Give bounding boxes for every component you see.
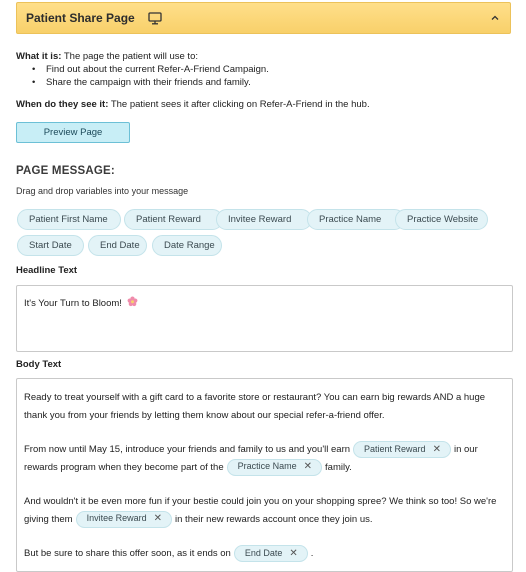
variable-chip-practice-name[interactable]: Practice Name	[307, 209, 405, 230]
variable-chip-start-date[interactable]: Start Date	[17, 235, 84, 256]
page-message-title: PAGE MESSAGE:	[16, 165, 115, 177]
headline-text-field[interactable]	[16, 285, 513, 352]
close-icon[interactable]: ✕	[153, 513, 163, 525]
variable-chip-end-date[interactable]: End Date	[88, 235, 147, 256]
close-icon[interactable]: ✕	[289, 547, 298, 559]
body-label: Body Text	[16, 359, 62, 370]
when-do-they-see-it	[16, 99, 370, 110]
flower-icon	[127, 296, 138, 307]
tag-label: Patient Reward	[364, 443, 426, 454]
body-text: And wouldn't it be even more fun if your bestie could join you on your shopping spree? We think so too! So we're giving them	[24, 496, 497, 525]
body-text: .	[310, 548, 314, 560]
body-paragraph	[24, 493, 505, 528]
variable-chip-date-range[interactable]: Date Range	[152, 235, 222, 256]
tag-label: Practice Name	[237, 461, 297, 472]
preview-page-button[interactable]: Preview Page	[16, 122, 130, 143]
body-text: in their new rewards account once they join us.	[175, 513, 373, 525]
body-text: From now until May 15, introduce your friends and family to us and you'll earn	[24, 444, 351, 456]
body-paragraph	[24, 441, 505, 476]
page-message-subtitle: Drag and drop variables into your message	[16, 186, 189, 196]
what-it-is	[16, 51, 198, 62]
body-text: family.	[325, 461, 352, 473]
inserted-variable-tag[interactable]	[234, 545, 308, 562]
body-paragraph	[24, 545, 505, 563]
header-title: Patient Share Page	[26, 11, 135, 25]
variable-chip-patient-first-name[interactable]: Patient First Name	[17, 209, 121, 230]
list-item: • Share the campaign with their friends and family.	[32, 76, 269, 89]
headline-label: Headline Text	[16, 265, 78, 276]
close-icon[interactable]: ✕	[432, 443, 441, 455]
variable-chip-patient-reward[interactable]: Patient Reward	[124, 209, 223, 230]
inserted-variable-tag[interactable]	[76, 511, 172, 528]
inserted-variable-tag[interactable]	[353, 441, 451, 458]
monitor-icon	[148, 12, 162, 25]
purpose-list	[32, 63, 269, 89]
tag-label: Invitee Reward	[86, 513, 147, 524]
headline-value: It's Your Turn to Bloom!	[24, 298, 125, 309]
list-item: • Find out about the current Refer-A-Friend Campaign.	[32, 63, 269, 76]
close-icon[interactable]: ✕	[303, 461, 313, 473]
patient-share-page-header[interactable]	[16, 2, 511, 34]
inserted-variable-tag[interactable]	[227, 459, 322, 476]
body-text: in our rewards program when they become part of the	[24, 444, 478, 473]
body-paragraph: Ready to treat yourself with a gift card to a favorite store or restaurant? You can earn big rewards AND a huge thank you from your friends by letting them know about our special refer-a-friend offer.	[24, 392, 486, 421]
what-it-is-label: What it is:	[16, 51, 62, 62]
what-it-is-text: The page the patient will use to:	[61, 51, 198, 62]
when-label: When do they see it:	[16, 99, 109, 110]
tag-label: End Date	[244, 547, 283, 558]
body-text-field[interactable]	[16, 378, 513, 572]
body-text: But be sure to share this offer soon, as it ends on	[24, 548, 231, 560]
variable-chip-practice-website[interactable]: Practice Website	[395, 209, 488, 230]
chevron-up-icon[interactable]	[490, 13, 500, 23]
when-text: The patient sees it after clicking on Refer-A-Friend in the hub.	[108, 99, 370, 110]
variable-chip-invitee-reward[interactable]: Invitee Reward	[216, 209, 312, 230]
